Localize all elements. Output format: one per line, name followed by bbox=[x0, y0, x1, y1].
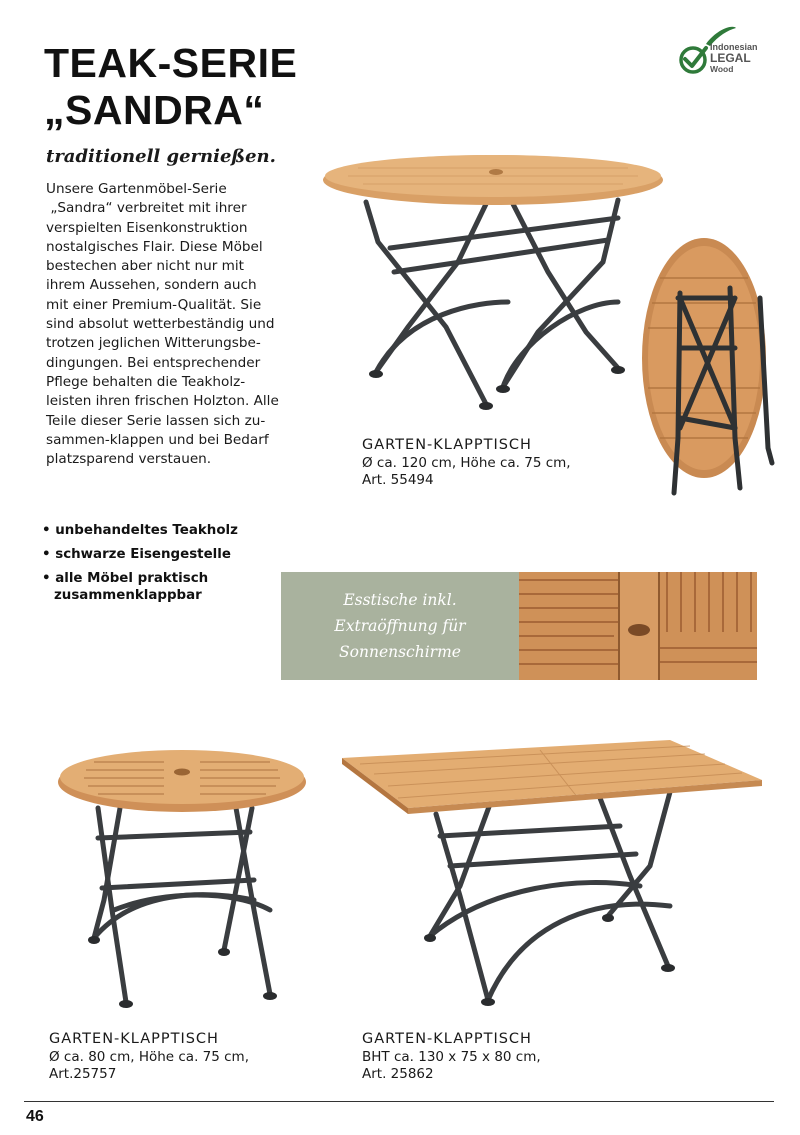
intro-line: bestechen aber nicht nur mit bbox=[46, 258, 245, 275]
intro-line: leisten ihren frischen Holzton. Alle bbox=[46, 393, 279, 410]
title-line-2: „SANDRA“ bbox=[44, 87, 265, 133]
footer-divider bbox=[24, 1101, 774, 1102]
product-article-number: Art. 55494 bbox=[362, 472, 434, 488]
feature-item: • alle Möbel praktisch bbox=[42, 571, 209, 586]
banner-line-3: Sonnenschirme bbox=[339, 643, 461, 661]
banner-text-panel bbox=[281, 572, 519, 680]
product-name: GARTEN-KLAPPTISCH bbox=[49, 1031, 219, 1047]
intro-line: dingungen. Bei entsprechender bbox=[46, 354, 261, 371]
round-table-80-image bbox=[54, 740, 314, 1005]
intro-line: „Sandra“ verbreitet mit ihrer bbox=[46, 200, 247, 217]
logo-line-2: LEGAL bbox=[710, 51, 751, 65]
page-number: 46 bbox=[26, 1108, 44, 1125]
intro-line: Unsere Gartenmöbel-Serie bbox=[46, 181, 227, 197]
tabletop-closeup-graphic bbox=[519, 572, 757, 680]
product-caption-3 bbox=[362, 1030, 541, 1083]
intro-line: platzsparend verstauen. bbox=[46, 451, 212, 468]
logo-line-1: Indonesian bbox=[710, 42, 758, 52]
product-name: GARTEN-KLAPPTISCH bbox=[362, 437, 532, 453]
product-caption-1 bbox=[362, 436, 571, 489]
intro-line: sammen-klappen und bei Bedarf bbox=[46, 431, 269, 448]
banner-text bbox=[334, 587, 465, 665]
round-table-120-image bbox=[318, 152, 668, 417]
intro-line: ihrem Aussehen, sondern auch bbox=[46, 277, 257, 294]
product-article-number: Art. 25862 bbox=[362, 1066, 434, 1082]
rectangular-table-image bbox=[340, 736, 765, 1008]
intro-paragraph bbox=[46, 180, 298, 469]
banner-line-1: Esstische inkl. bbox=[343, 591, 457, 609]
title-line-1: TEAK-SERIE bbox=[44, 40, 298, 86]
intro-line: trotzen jeglichen Witterungsbe- bbox=[46, 335, 261, 352]
tagline: traditionell gernießen. bbox=[46, 146, 276, 167]
intro-line: Pflege behalten die Teakholz- bbox=[46, 373, 246, 390]
intro-line: mit einer Premium-Qualität. Sie bbox=[46, 296, 262, 313]
product-dimensions: BHT ca. 130 x 75 x 80 cm, bbox=[362, 1049, 541, 1065]
feature-item: • unbehandeltes Teakholz bbox=[42, 523, 238, 538]
page-title bbox=[44, 40, 297, 134]
intro-line: nostalgisches Flair. Diese Möbel bbox=[46, 238, 263, 255]
banner-line-2: Extraöffnung für bbox=[334, 617, 466, 635]
logo-line-3: Wood bbox=[710, 64, 734, 74]
feature-item-continuation: zusammenklappbar bbox=[54, 588, 202, 603]
product-caption-2 bbox=[49, 1030, 249, 1083]
intro-line: sind absolut wetterbeständig und bbox=[46, 316, 275, 333]
intro-line: verspielten Eisenkonstruktion bbox=[46, 219, 248, 236]
product-dimensions: Ø ca. 120 cm, Höhe ca. 75 cm, bbox=[362, 455, 571, 471]
feature-list bbox=[42, 519, 238, 604]
intro-line: Teile dieser Serie lassen sich zu- bbox=[46, 412, 266, 429]
tabletop-closeup-image bbox=[519, 572, 757, 680]
product-article-number: Art.25757 bbox=[49, 1066, 117, 1082]
folded-table-image bbox=[640, 238, 785, 500]
umbrella-hole-banner bbox=[281, 572, 757, 680]
legal-wood-logo bbox=[676, 26, 760, 78]
product-dimensions: Ø ca. 80 cm, Höhe ca. 75 cm, bbox=[49, 1049, 249, 1065]
product-name: GARTEN-KLAPPTISCH bbox=[362, 1031, 532, 1047]
feature-item: • schwarze Eisengestelle bbox=[42, 547, 231, 562]
